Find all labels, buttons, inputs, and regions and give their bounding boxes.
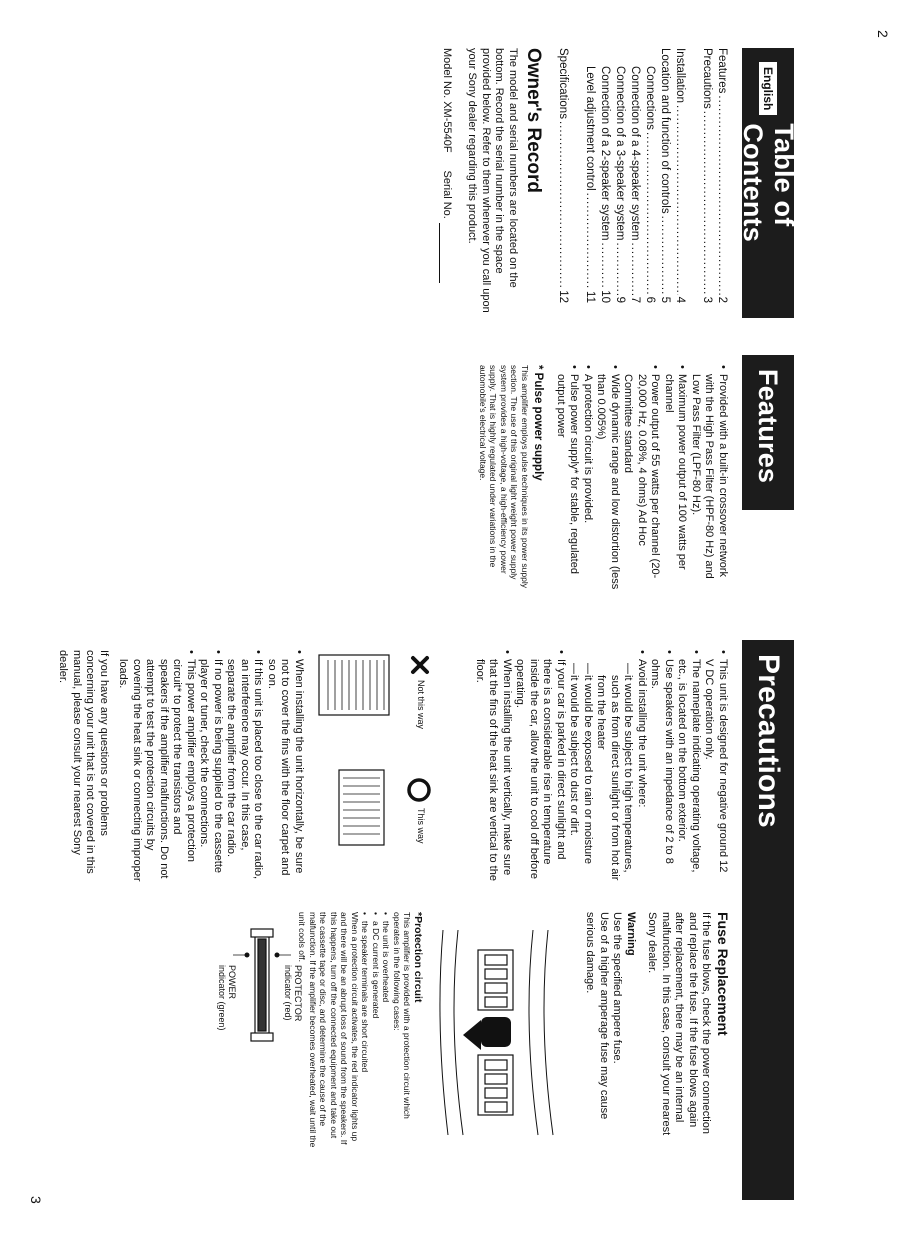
amplifier-vertical-drawing (319, 655, 389, 715)
precautions-title: Precautions (752, 654, 785, 828)
protection-case: • the unit is overheated (381, 912, 392, 1152)
owners-record-text: The model and serial numbers are located on the bottom. Record the serial number in the space provided below. Refer to them whenever you call upon your Sony dealer regarding this product. (466, 48, 519, 313)
toc-item[interactable]: Installation ..... 4 (672, 48, 687, 303)
owners-record-title: Owner's Record (523, 48, 544, 193)
avoid-item: — it would be exposed to rain or moisture (581, 663, 595, 882)
this-way-caption: This way (416, 808, 426, 844)
page-number-left: 2 (875, 30, 891, 38)
precautions-list-continued (56, 650, 305, 882)
fuse-replacement-text: If the fuse blows, check the power connection and replace the fuse. If the fuse blows again after replacement, there may be an internal malfunction. In this case, consult your nearest Sony dealer. (646, 912, 713, 1136)
features-header (742, 355, 794, 510)
fuse-replacement (583, 912, 729, 1152)
features-item: • Maximum power output of 100 watts per channel (662, 365, 689, 597)
precautions-header (742, 640, 794, 1200)
features-item: • A protection circuit is provided. (581, 365, 595, 597)
toc-item[interactable]: Level adjustment control ..... 11 (582, 48, 597, 303)
toc-item[interactable]: Precautions ..... 3 (699, 48, 714, 303)
amplifier-horizontal-drawing (339, 770, 384, 845)
protection-case: • the speaker terminals are short circuited (360, 912, 371, 1152)
precautions-item: • This unit is designed for negative ground 12 V DC operation only. (702, 650, 729, 882)
features-item: • Power output of 55 watts per channel (20-20,000 Hz, 0.08%, 4 ohms) Ad Hoc Committee standard (621, 365, 662, 597)
indicator-illustration (204, 925, 303, 1145)
features-item: • Wide dynamic range and low distortion (less than 0.005%) (594, 365, 621, 597)
toc-item[interactable]: Connection of a 3-speaker system ..... 9 (612, 48, 627, 303)
protector-indicator-label: PROTECTOR indicator (red) (283, 965, 303, 1022)
precautions-item: • If your car is parked in direct sunlight and there is a considerable rise in temperature inside the car, allow the unit to cool off before operating. (513, 650, 567, 882)
owners-record (440, 48, 545, 313)
toc-item[interactable]: Features ..... 2 (714, 48, 729, 303)
toc-header (738, 48, 799, 318)
toc-list (555, 48, 729, 303)
model-number-label: Model No. XM-5540F (441, 48, 453, 153)
pulse-power-note-title: * Pulse power supply (532, 365, 544, 481)
precautions-item: • Use speakers with an impedance of 2 to 8 ohms. (648, 650, 675, 882)
features-item: • Pulse power supply* for stable, regulated output power (554, 365, 581, 597)
avoid-item: — it would be subject to dust or dirt. (567, 663, 581, 882)
fuse-illustration (428, 925, 563, 1140)
toc-item[interactable]: Location and function of controls ..... 5 (657, 48, 672, 303)
warning-line: Use the specified ampere fuse. (611, 912, 624, 1064)
toc-title: Table of Contents (738, 123, 799, 242)
precautions-item: • If this unit is placed too close to the car radio, an interference may occur. In this case, separate the amplifier from the car radio. (224, 650, 265, 882)
precautions-item: • The nameplate indicating operating voltage, etc., is located on the bottom exterior. (675, 650, 702, 882)
toc-item[interactable]: Connection of a 4-speaker system ..... 7 (627, 48, 642, 303)
features-item: • Provided with a built-in crossover network with the High Pass Filter (HPF-80 Hz) and Low Pass Filter (LPF-80 Hz). (689, 365, 730, 597)
serial-number-field[interactable] (440, 223, 451, 283)
circle-mark-icon (409, 780, 429, 800)
protection-circuit-text: When a protection circuit activates, the red indicator lights up and there will be an abrupt loss of sound from the speakers. If this happens, turn off the connected equipment and take out the cassette tape or disc, and determine the cause of the malfunction. If the amplifier becomes overheated, wait until the unit cools off. (297, 912, 360, 1148)
precautions-item: • When installing the unit vertically, make sure that the fins of the heat sink are vertical to the floor. (473, 650, 514, 882)
language-badge: English (759, 62, 777, 115)
precautions-item: • This power amplifier employs a protection circuit* to protect the transistors and speakers if the amplifier malfunctions. Do not attempt to test the protection circuits by covering the heat sink or connecting improper loads. (116, 650, 197, 882)
cross-mark-icon (413, 658, 427, 672)
page-number-right: 3 (28, 1196, 44, 1204)
precautions-item: • Avoid installing the unit where: — it would be subject to high temperatures, such as from direct sunlight or from hot air from the heater — it would be exposed to rain or moisture — it would be subject to dust or dirt. (567, 650, 648, 882)
precautions-list (473, 650, 730, 882)
protection-circuit-intro: This amplifier is provided with a protection circuit which operates in the following cases: (392, 912, 413, 1119)
protection-case: • a DC current is generated (371, 912, 382, 1152)
fuse-replacement-title: Fuse Replacement (715, 912, 731, 1036)
warning-title: Warning (625, 912, 637, 956)
toc-item[interactable]: Connections ..... 6 (642, 48, 657, 303)
toc-item[interactable]: Specifications ..... 12 (555, 48, 570, 303)
amplifier-panel-icon (251, 929, 273, 1041)
hand-icon (463, 1017, 511, 1050)
pulse-power-note (478, 365, 545, 597)
avoid-item: — it would be subject to high temperatures, such as from direct sunlight or from hot air from the heater (594, 663, 635, 882)
serial-number-label: Serial No. (441, 170, 453, 219)
features-list (554, 365, 730, 597)
mounting-illustration (309, 650, 439, 885)
protection-circuit-title: *Protection circuit (412, 912, 424, 1003)
precautions-item: • If no power is being supplied to the cassette player or tuner, check the connections. (197, 650, 224, 882)
precautions-closing: If you have any questions or problems concerning your unit that is not covered in this manual, please consult your nearest Sony dealer. (57, 650, 110, 874)
not-this-way-caption: Not this way (416, 680, 426, 730)
precautions-item: • When installing the unit horizontally, be sure not to cover the fins with the floor carpet and so on. (265, 650, 306, 882)
toc-item[interactable]: Connection of a 2-speaker system ..... 10 (597, 48, 612, 303)
owners-record-fields (440, 48, 454, 313)
pulse-power-note-text: This amplifier employs pulse techniques in its power supply section. The use of this original light weight power supply system provides a high-voltage, a high-efficiency power supply. That is highly regulated under variations in the automobile's electrical voltage. (478, 365, 530, 588)
features-title: Features (753, 369, 784, 484)
protection-circuit (297, 912, 423, 1152)
warning-line: Use of a higher amperage fuse may cause serious damage. (584, 912, 610, 1120)
power-indicator-label: POWER indicator (green) (217, 965, 237, 1031)
